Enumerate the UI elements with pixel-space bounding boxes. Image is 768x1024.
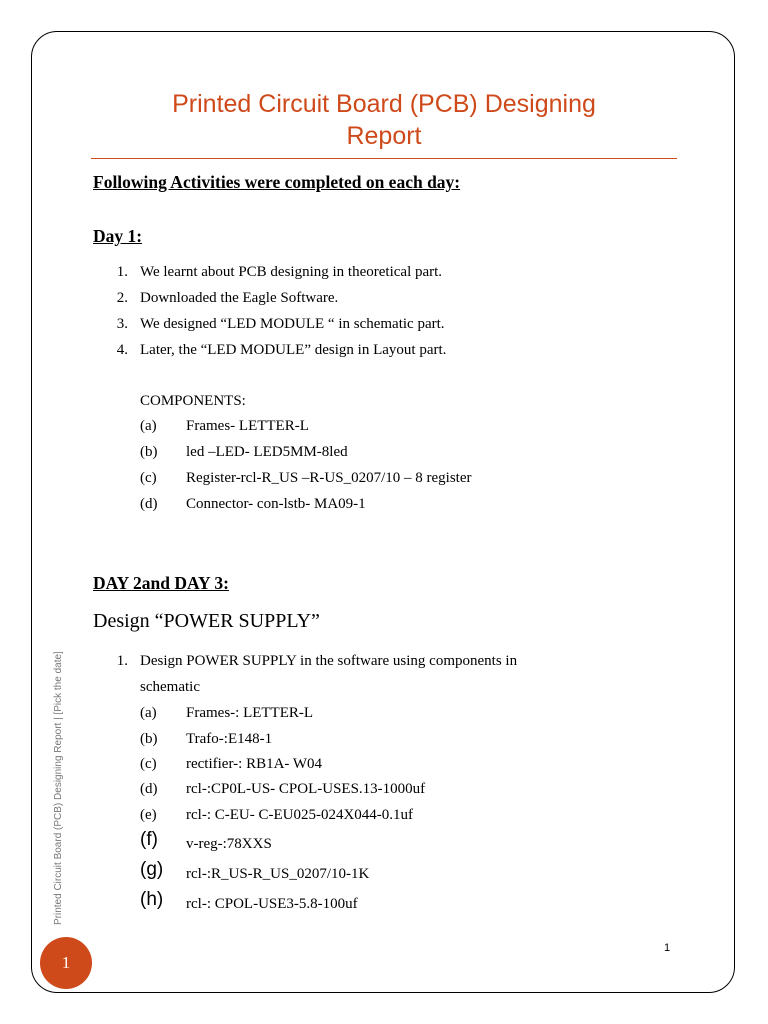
component-text: Trafo-:E148-1 [186,731,273,747]
design-title: Design “POWER SUPPLY” [93,610,320,632]
component-label: (c) [140,470,157,486]
component-text: rectifier-: RB1A- W04 [186,756,323,772]
component-text: v-reg-:78XXS [186,836,272,852]
component-text: rcl-:CP0L-US- CPOL-USES.13-1000uf [186,781,426,797]
report-title-line1: Printed Circuit Board (PCB) Designing [172,90,596,118]
title-divider [91,158,677,159]
list-number: 3. [116,316,128,332]
component-label: (b) [140,731,158,747]
component-label: (a) [140,705,157,721]
list-text: Design POWER SUPPLY in the software using components in [140,653,518,669]
component-text: Connector- con-lstb- MA09-1 [186,496,366,512]
component-text: rcl-: C-EU- C-EU025-024X044-0.1uf [186,807,414,823]
component-label: (d) [140,496,158,512]
day23-heading: DAY 2and DAY 3: [93,573,229,593]
list-number: 2. [116,290,128,306]
list-text: Downloaded the Eagle Software. [140,290,339,306]
list-text: Later, the “LED MODULE” design in Layout part. [140,342,447,358]
component-label: (f) [140,829,158,850]
component-text: Frames-: LETTER-L [186,705,314,721]
list-text: We designed “LED MODULE “ in schematic part. [140,316,445,332]
component-label: (d) [140,781,158,797]
components-label: COMPONENTS: [140,393,246,409]
component-label: (h) [140,889,164,910]
day1-heading: Day 1: [93,226,143,246]
component-text: led –LED- LED5MM-8led [186,444,348,460]
list-text: We learnt about PCB designing in theoretical part. [140,264,443,280]
component-label: (e) [140,807,157,823]
component-text: Frames- LETTER-L [186,418,309,434]
page-number-badge: 1 [40,937,92,989]
list-text-continuation: schematic [140,679,200,695]
component-label: (g) [140,859,164,880]
list-number: 1. [116,264,128,280]
component-label: (b) [140,444,158,460]
list-number: 1. [116,653,128,669]
component-label: (c) [140,756,157,772]
report-title-line2: Report [346,122,422,150]
component-text: rcl-:R_US-R_US_0207/10-1K [186,866,370,882]
component-text: rcl-: CPOL-USE3-5.8-100uf [186,896,358,912]
list-number: 4. [116,342,128,358]
page-number: 1 [664,942,671,954]
vertical-footer-text: Printed Circuit Board (PCB) Designing Report | [Pick the date] [53,651,64,925]
intro-heading: Following Activities were completed on each day: [93,172,461,192]
component-text: Register-rcl-R_US –R-US_0207/10 – 8 register [186,470,472,486]
component-label: (a) [140,418,157,434]
